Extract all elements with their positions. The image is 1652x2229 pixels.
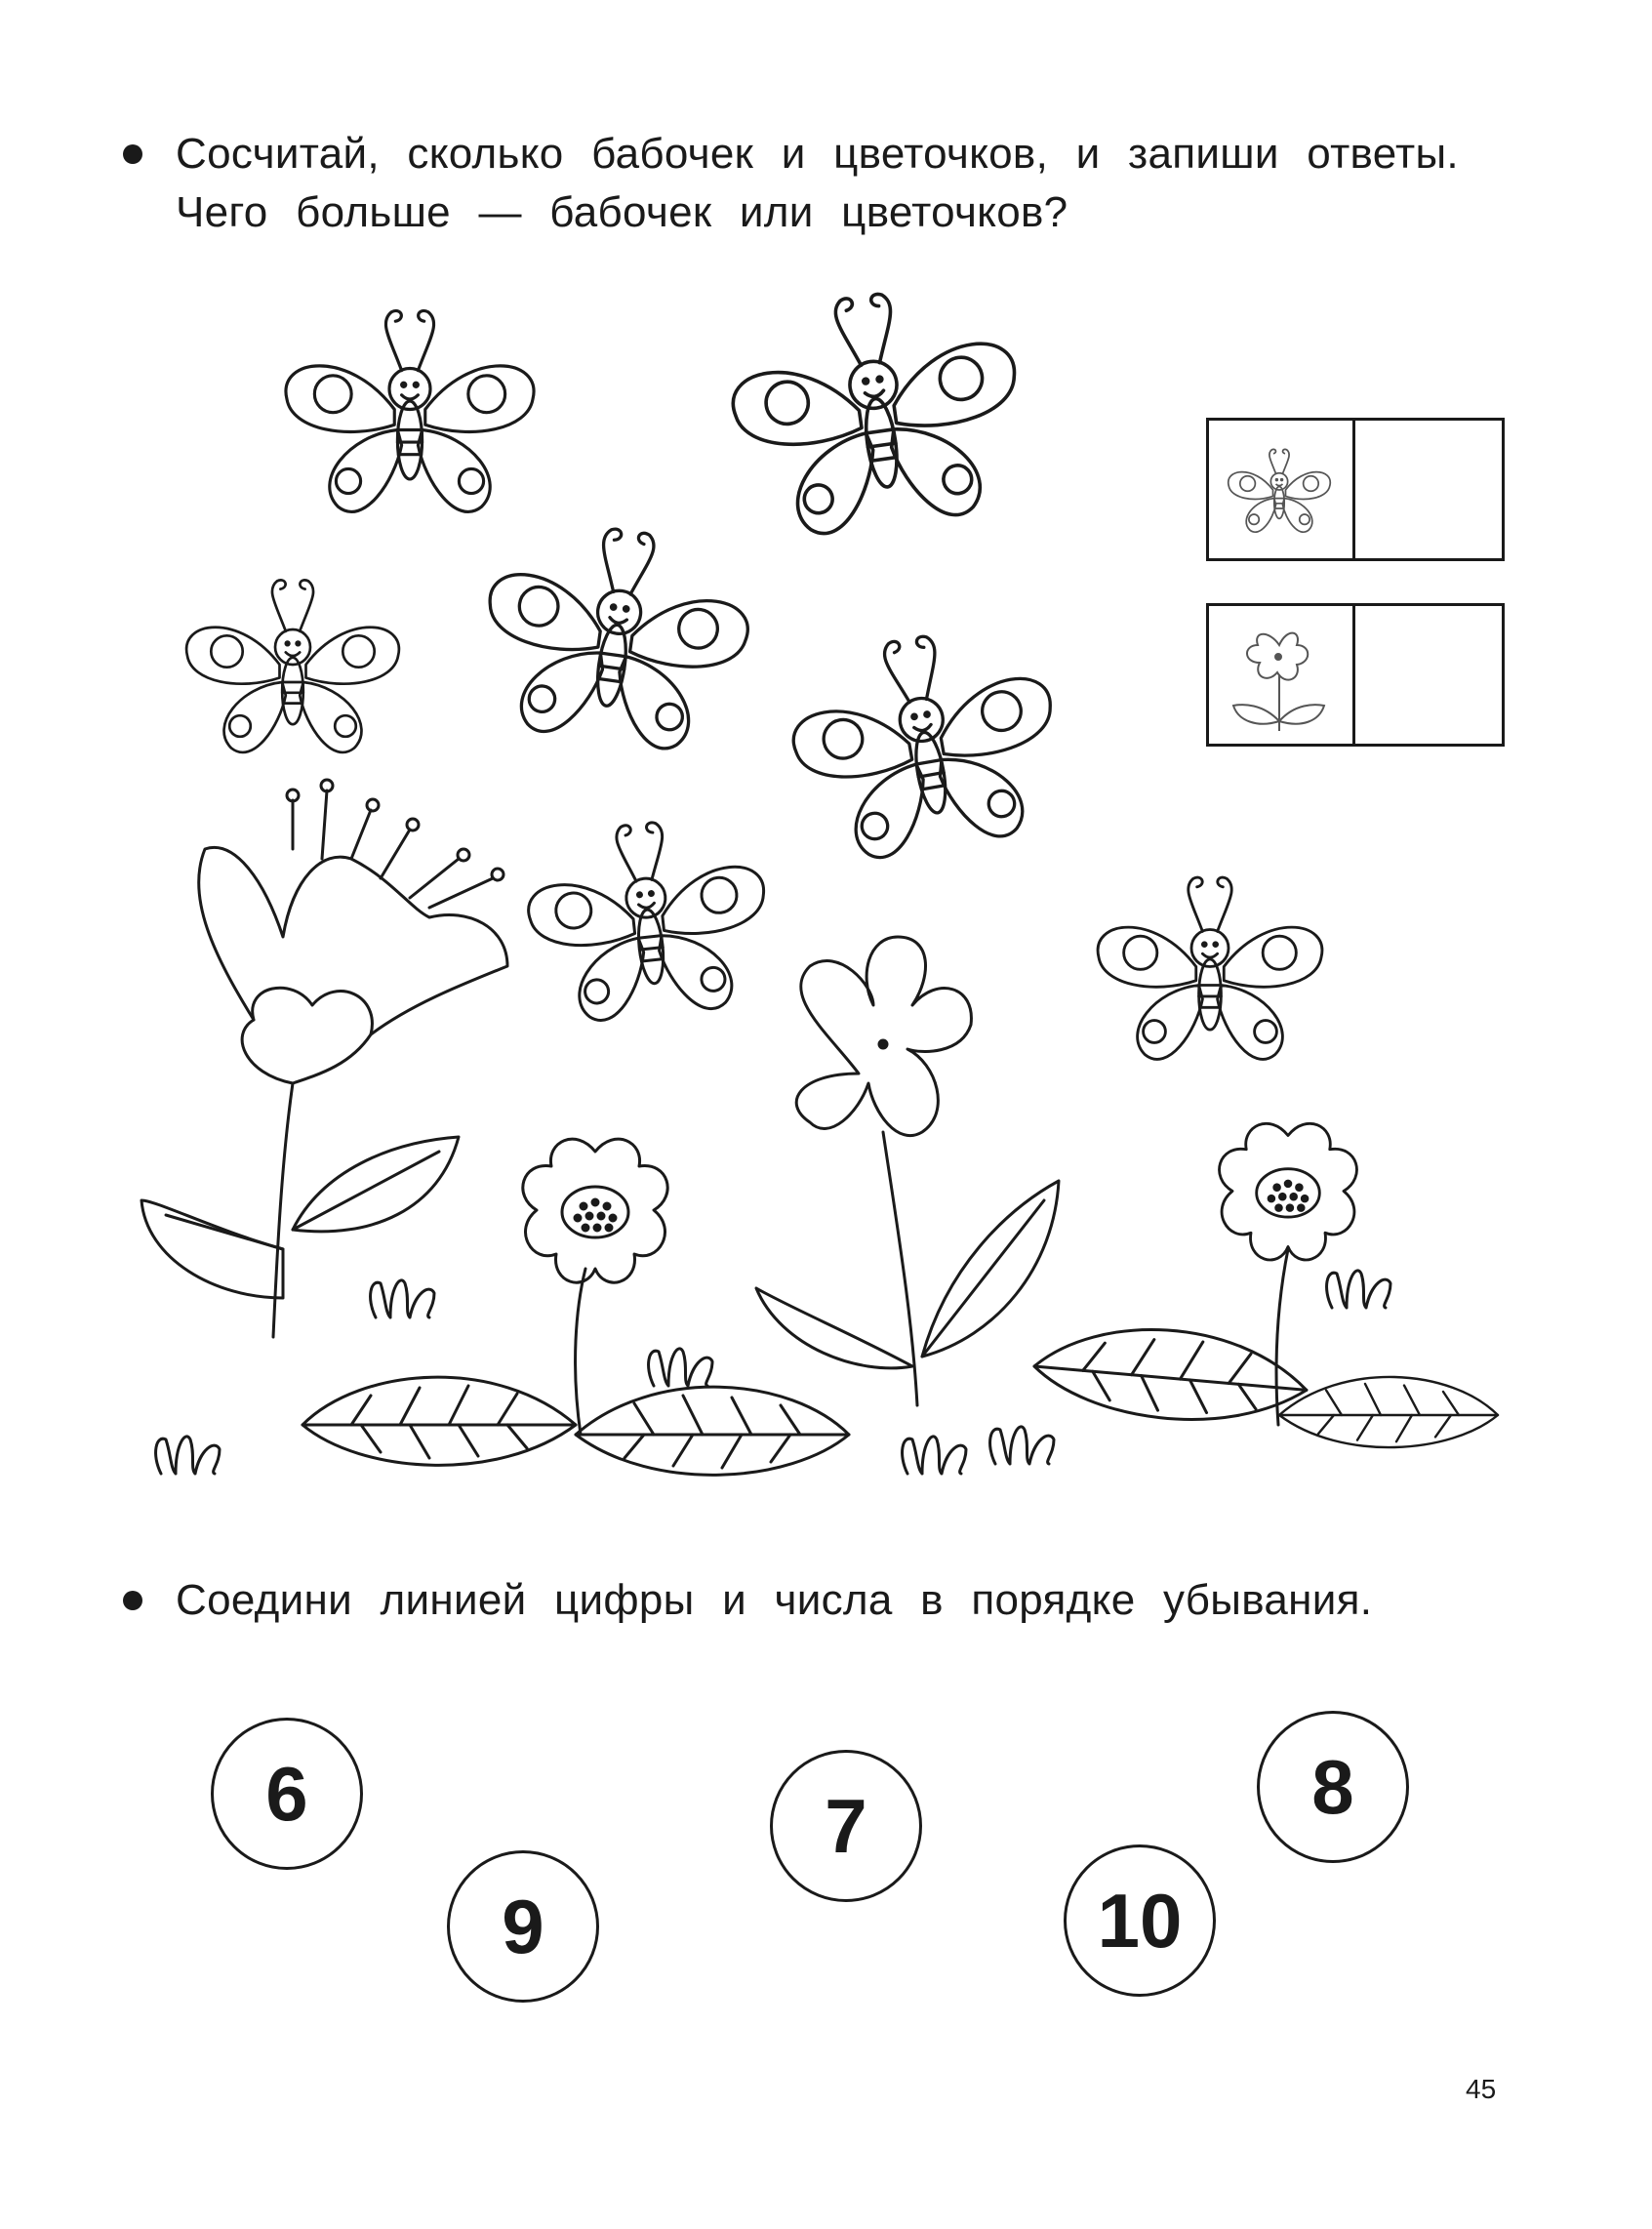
butterfly-icon [1209, 421, 1355, 558]
bullet-icon [123, 1591, 142, 1610]
answer-cell[interactable] [1355, 606, 1502, 744]
page-number: 45 [1466, 2074, 1497, 2104]
flower-icon [141, 780, 507, 1337]
answer-cell[interactable] [1355, 421, 1502, 558]
number-circle[interactable]: 8 [1257, 1711, 1409, 1863]
answer-box-butterflies[interactable] [1206, 418, 1505, 561]
answer-box-flowers[interactable] [1206, 603, 1505, 747]
flower-icon [756, 937, 1059, 1405]
flower-icon [1030, 1123, 1498, 1447]
butterfly-icon [186, 580, 399, 752]
task-text: Соедини линией цифры и числа в порядке убывания. [176, 1576, 1373, 1624]
butterfly-icon [780, 617, 1072, 870]
number-circle[interactable]: 9 [447, 1850, 599, 2003]
task-text: Сосчитай, сколько бабочек и цветочков, и запиши ответы. Чего больше — бабочек или цветочков? [176, 130, 1459, 236]
butterfly-icon [521, 812, 776, 1027]
number-circle[interactable]: 6 [211, 1718, 363, 1870]
task-connect-instruction [127, 1571, 1503, 1630]
number-circle[interactable]: 7 [770, 1750, 922, 1902]
butterfly-icon [1098, 877, 1322, 1059]
butterfly-icon [472, 513, 759, 758]
number-circle[interactable]: 10 [1064, 1844, 1216, 1997]
flower-icon [1209, 606, 1355, 744]
butterfly-icon [286, 310, 534, 511]
butterfly-icon [721, 277, 1033, 544]
